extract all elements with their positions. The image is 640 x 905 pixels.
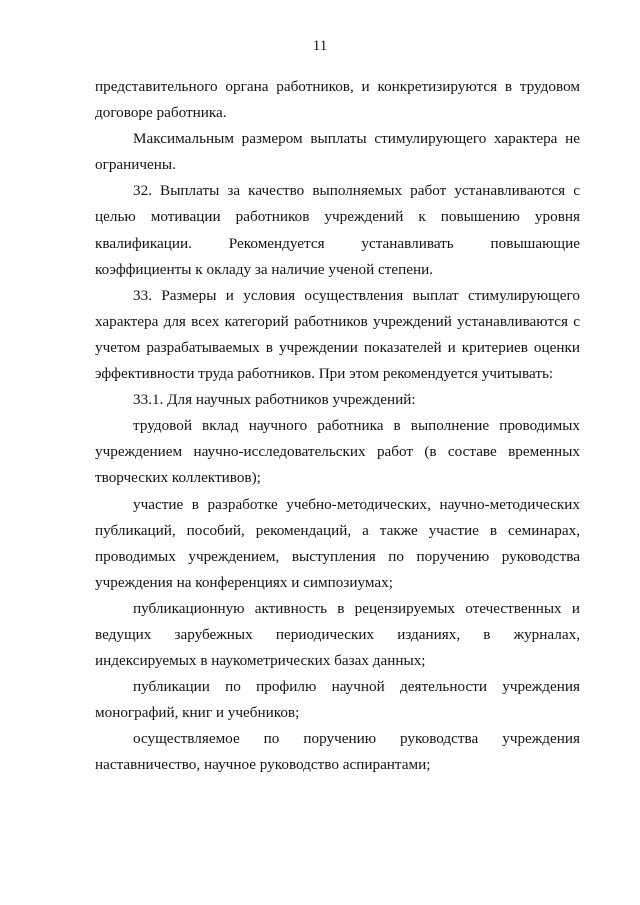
page-number: 11 bbox=[312, 38, 328, 54]
paragraph-max-payment: Максимальным размером выплаты стимулирующего характера не ограничены. bbox=[95, 130, 580, 174]
list-item-monographs: публикации по профилю научной деятельности учреждения монографий, книг и учебников; bbox=[95, 678, 580, 722]
paragraph-32: 32. Выплаты за качество выполняемых работ устанавливаются с целью мотивации работников учреждений к повышению уровня квалификации. Рекомендуется устанавливать повышающие коэффициенты к окладу за наличие ученой степени. bbox=[95, 182, 580, 278]
list-item-publication-activity: публикационную активность в рецензируемых отечественных и ведущих зарубежных периодических изданиях, в журналах, индексируемых в наукометрических базах данных; bbox=[95, 599, 580, 670]
paragraph-33-1: 33.1. Для научных работников учреждений: bbox=[133, 391, 416, 409]
list-item-labor-contribution: трудовой вклад научного работника в выполнение проводимых учреждением научно-исследовательских работ (в составе временных творческих коллективов); bbox=[95, 417, 580, 487]
paragraph-continuation: представительного органа работников, и конкретизируются в трудовом договоре работника. bbox=[95, 78, 580, 122]
list-item-mentorship: осуществляемое по поручению руководства учреждения наставничество, научное руководство аспирантами; bbox=[95, 730, 580, 774]
list-item-methodical-participation: участие в разработке учебно-методических, научно-методических публикаций, пособий, рекомендаций, а также участие в семинарах, проводимых учреждением, выступления по поручению руководства учреждения на конференциях и симпозиумах; bbox=[95, 495, 580, 591]
document-body bbox=[95, 74, 580, 779]
paragraph-33: 33. Размеры и условия осуществления выплат стимулирующего характера для всех категорий работников учреждений устанавливаются с учетом разрабатываемых в учреждении показателей и критериев оценки эффективности труда работников. При этом рекомендуется учитывать: bbox=[95, 286, 580, 383]
